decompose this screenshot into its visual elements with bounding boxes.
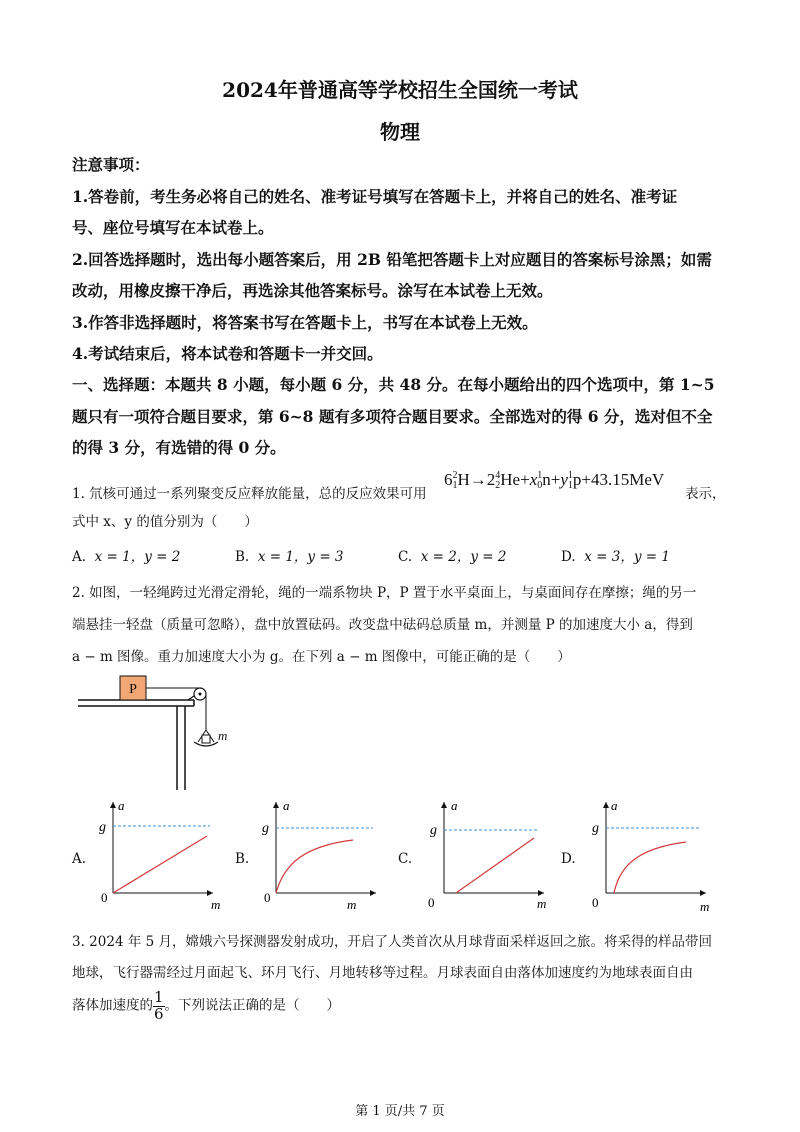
svg-text:g: g	[430, 823, 437, 838]
svg-text:m: m	[700, 899, 710, 914]
q3-line1: 3. 2024 年 5 月，嫦娥六号探测器发射成功，开启了人类首次从月球背面采样返回之旅。将采得的样品带回	[72, 934, 712, 950]
weight-icon	[202, 735, 210, 743]
q3-fraction: $\frac{1}{6}$	[154, 988, 164, 1023]
exam-title: 2024年普通高等学校招生全国统一考试	[222, 78, 578, 102]
svg-text:g: g	[99, 820, 106, 835]
q3-line3: 落体加速度的 $\frac{1}{6}$ 。下列说法正确的是（ ）	[72, 988, 341, 1023]
section-instructions: 的得 3 分，有选错的得 0 分。	[72, 438, 286, 457]
section-instructions: 一、选择题：本题共 8 小题，每小题 6 分，共 48 分。在每小题给出的四个选项中，第 1~5	[72, 375, 715, 394]
q2-line1: 2. 如图，一轻绳跨过光滑定滑轮，绳的一端系物块 P，P 置于水平桌面上，与桌面间存在摩擦；绳的另一	[72, 585, 697, 601]
svg-text:m: m	[347, 897, 357, 912]
svg-text:g: g	[262, 821, 269, 836]
svg-text:a: a	[611, 798, 618, 813]
q1-option-c[interactable]: C. x = 2，y = 2	[398, 549, 507, 565]
pulley-apparatus-figure	[70, 672, 240, 792]
q2-line3: a − m 图像。重力加速度大小为 g。在下列 a − m 图像中，可能正确的是（ ）	[72, 649, 571, 665]
q1-lead: 1. 氘核可通过一系列聚变反应释放能量，总的反应效果可用	[72, 486, 427, 502]
q2-option-c-letter[interactable]: C.	[398, 851, 413, 867]
q1-line2: 式中 x、y 的值分别为（ ）	[72, 514, 258, 530]
q1-option-d[interactable]: D. x = 3，y = 1	[561, 549, 670, 565]
q2-graph-c[interactable]	[426, 796, 556, 916]
subject-title: 物理	[380, 120, 420, 144]
q2-line2: 端悬挂一轻盘（质量可忽略），盘中放置砝码。改变盘中砝码总质量 m，并测量 P 的加速度大小 a，得到	[72, 617, 693, 633]
q3-line2: 地球，飞行器需经过月面起飞、环月飞行、月地转移等过程。月球表面自由落体加速度约为地球表面自由	[72, 965, 693, 981]
svg-text:a: a	[451, 798, 458, 813]
notes-line: 改动，用橡皮擦干净后，再选涂其他答案标号。涂写在本试卷上无效。	[72, 281, 553, 300]
svg-text:g: g	[592, 821, 599, 836]
q2-option-d-letter[interactable]: D.	[561, 851, 576, 867]
q2-graph-d[interactable]	[588, 796, 718, 916]
q1-option-a[interactable]: A. x = 1，y = 2	[72, 549, 181, 565]
block-p-label: P	[129, 682, 137, 697]
notes-line: 3.作答非选择题时，将答案书写在答题卡上，书写在本试卷上无效。	[72, 313, 538, 332]
q2-option-a-letter[interactable]: A.	[72, 851, 87, 867]
svg-text:m: m	[537, 896, 547, 911]
svg-text:0: 0	[428, 895, 435, 910]
svg-text:0: 0	[264, 890, 271, 905]
notes-line: 2.回答选择题时，选出每小题答案后，用 2B 铅笔把答题卡上对应题目的答案标号涂黑；如需	[72, 250, 712, 269]
svg-text:m: m	[211, 897, 221, 912]
svg-text:0: 0	[592, 895, 599, 910]
q2-graph-a[interactable]	[95, 796, 225, 916]
svg-text:a: a	[283, 798, 290, 813]
notes-heading: 注意事项：	[72, 155, 150, 174]
page-footer: 第 1 页/共 7 页	[355, 1104, 445, 1119]
q2-graph-b[interactable]	[258, 796, 388, 916]
q1-equation: 6 2 1 H→2 4 2 He+x 1 0 n+y 1 1 p+43.15MeV	[444, 470, 665, 492]
notes-line: 号、座位号填写在本试卷上。	[72, 218, 274, 237]
svg-text:a: a	[118, 798, 125, 813]
q2-option-b-letter[interactable]: B.	[235, 851, 250, 867]
q1-tail: 表示，	[685, 486, 726, 502]
section-instructions: 题只有一项符合题目要求，第 6~8 题有多项符合题目要求。全部选对的得 6 分，选对但不全	[72, 407, 713, 426]
svg-text:0: 0	[101, 890, 108, 905]
mass-label: m	[218, 728, 228, 743]
notes-line: 1.答卷前，考生务必将自己的姓名、准考证号填写在答题卡上，并将自己的姓名、准考证	[72, 187, 678, 206]
notes-line: 4.考试结束后，将本试卷和答题卡一并交回。	[72, 344, 383, 363]
q1-option-b[interactable]: B. x = 1，y = 3	[235, 549, 344, 565]
